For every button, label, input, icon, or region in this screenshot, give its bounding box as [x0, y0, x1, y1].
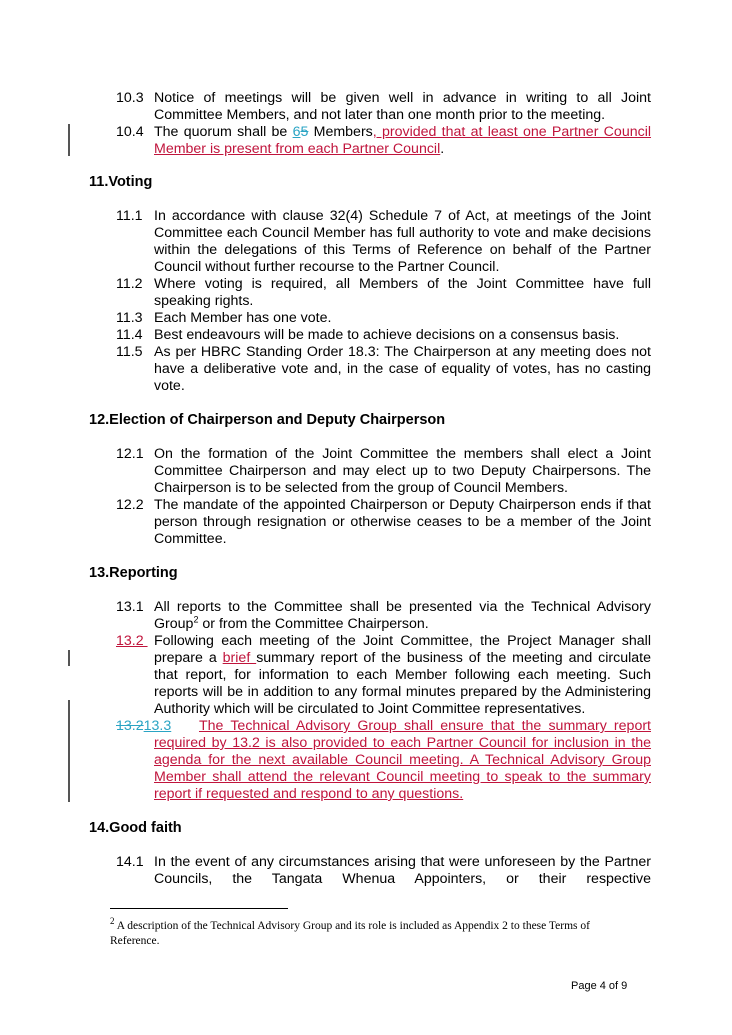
- clause-number: 13.213.3: [116, 718, 172, 734]
- clause-number: 11.5: [116, 344, 143, 360]
- deleted-number: 5: [300, 124, 309, 140]
- page-number: Page 4 of 9: [571, 980, 628, 992]
- change-bar: [68, 124, 70, 156]
- clause-text: The Technical Advisory Group shall ensure that the summary report required by 13.2 is also provided to each Partner Council for inclusion in the agenda for the next available Council meeting. A Technical Advisory Group Member shall attend the relevant Council meeting to speak to the summary report if requested and respond to any questions.: [154, 718, 651, 802]
- section-heading-voting: 11.Voting: [89, 174, 153, 190]
- inserted-text: brief: [222, 650, 257, 666]
- clause-text: Best endeavours will be made to achieve decisions on a consensus basis.: [154, 327, 620, 343]
- clause-text: Each Member has one vote.: [154, 310, 332, 326]
- clause-number: 10.3: [116, 90, 144, 106]
- clause-number: 11.3: [116, 310, 143, 326]
- clause-text: The quorum shall be 65 Members, provided that at least one Partner Council Member is present from each Partner Council.: [154, 124, 652, 157]
- inserted-number: 6: [292, 124, 301, 140]
- clause-number: 11.4: [116, 327, 143, 343]
- clause-text: Notice of meetings will be given well in advance in writing to all Joint Committee Members, and not later than one month prior to the meeting.: [154, 90, 651, 123]
- footnote-ref: 2: [193, 614, 199, 625]
- change-bar: [68, 650, 70, 666]
- clause-text: In the event of any circumstances arising that were unforeseen by the Partner Councils, the Tangata Whenua Appointers, or their respective: [154, 854, 651, 887]
- footnote-separator: [110, 908, 288, 909]
- clause-text: As per HBRC Standing Order 18.3: The Chairperson at any meeting does not have a deliberative vote and, in the case of equality of votes, has no casting vote.: [154, 344, 651, 394]
- clause-number: 13.1: [116, 599, 144, 615]
- inserted-text: , provided that at least one Partner Council Member is present from each Partner Council: [154, 124, 652, 157]
- clause-text: Following each meeting of the Joint Committee, the Project Manager shall prepare a brief summary report of the business of the meeting and circulate that report, for information to each Member following each meeting. Such reports will be in addition to any formal minutes prepared by the Administering Authority which will be circulated to Joint Committee representatives.: [154, 633, 651, 717]
- clause-number: 11.2: [116, 276, 143, 292]
- section-heading-good-faith: 14.Good faith: [89, 820, 182, 836]
- section-heading-reporting: 13.Reporting: [89, 565, 178, 581]
- change-bar: [68, 700, 70, 802]
- clause-text: In accordance with clause 32(4) Schedule 7 of Act, at meetings of the Joint Committee each Council Member has full authority to vote and make decisions within the delegations of this Terms of Reference on behalf of the Partner Council without further recourse to the Partner Council.: [154, 208, 651, 275]
- clause-number: 13.2: [116, 633, 148, 649]
- clause-number: 10.4: [116, 124, 144, 140]
- clause-number: 11.1: [116, 208, 143, 224]
- clause-number: 12.1: [116, 446, 144, 462]
- clause-number: 14.1: [116, 854, 144, 870]
- clause-text: On the formation of the Joint Committee the members shall elect a Joint Committee Chairperson and may elect up to two Deputy Chairpersons. The Chairperson is to be selected from the group of Council Members.: [154, 446, 651, 496]
- footnote: $^2$ A description of the Technical Advisory Group and its role is included as Appendix 2 to these Terms of Reference.: [110, 916, 590, 947]
- section-heading-election: 12.Election of Chairperson and Deputy Chairperson: [89, 412, 446, 428]
- clause-text: All reports to the Committee shall be presented via the Technical Advisory Group$^2$ or from the Committee Chairperson.: [154, 599, 651, 632]
- clause-number: 12.2: [116, 497, 144, 513]
- clause-text: Where voting is required, all Members of the Joint Committee have full speaking rights.: [154, 276, 651, 309]
- clause-text: The mandate of the appointed Chairperson or Deputy Chairperson ends if that person through resignation or otherwise ceases to be a member of the Joint Committee.: [154, 497, 651, 547]
